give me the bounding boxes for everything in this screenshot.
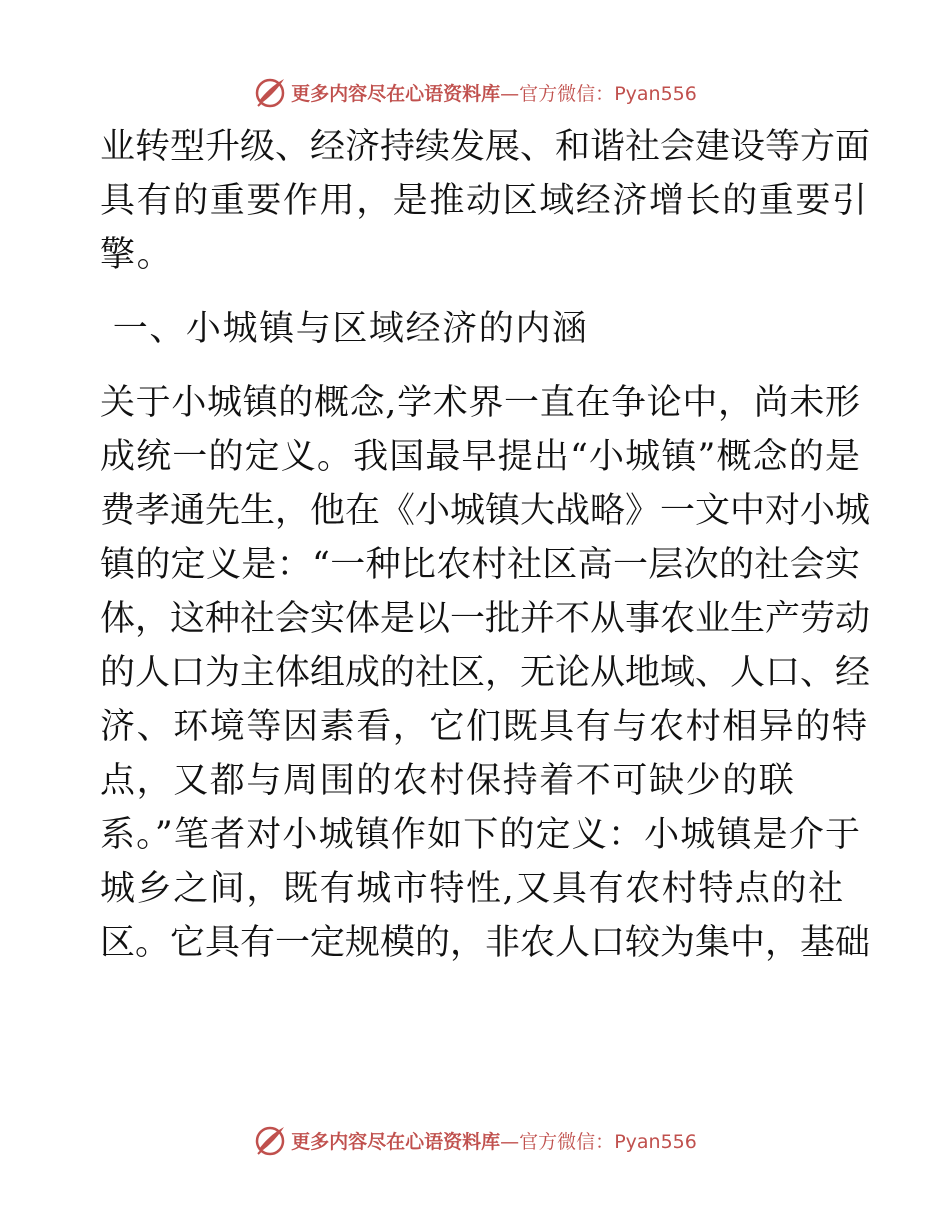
footer-brand-text: 更多内容尽在心语资料库 (291, 1130, 501, 1153)
paragraph-2-line-8: 点，又都与周围的农村保持着不可缺少的联 (100, 761, 796, 801)
document-body (100, 120, 871, 970)
footer-wechat-label: 官方微信： (519, 1130, 615, 1153)
paragraph-1-line-2: 具有的重要作用，是推动区域经济增长的重要引 (100, 181, 869, 221)
paragraph-2-line-5: 体，这种社会实体是以一批并不从事农业生产劳动 (100, 599, 871, 639)
header-dash: — (500, 82, 520, 105)
paragraph-2-line-9: 系。”笔者对小城镇作如下的定义：小城镇是介于 (100, 815, 860, 855)
paragraph-2-line-7: 济、环境等因素看，它们既具有与农村相异的特 (100, 707, 869, 747)
paragraph-2-line-4: 镇的定义是：“一种比农村社区高一层次的社会实 (100, 545, 860, 585)
paragraph-1-line-3: 擎。 (100, 235, 174, 275)
footer-dash: — (500, 1130, 520, 1153)
paragraph-2-line-2: 成统一的定义。我国最早提出“小城镇”概念的是 (100, 437, 860, 477)
paragraph-2-line-1: 关于小城镇的概念,学术界一直在争论中，尚未形 (100, 383, 860, 423)
paragraph-2-line-3: 费孝通先生，他在《小城镇大战略》一文中对小城 (100, 491, 871, 531)
header-watermark (0, 72, 950, 112)
section-heading: 一、小城镇与区域经济的内涵 (100, 309, 589, 349)
quill-logo-icon (253, 1123, 287, 1157)
paragraph-2-line-11: 区。它具有一定规模的，非农人口较为集中，基础 (100, 923, 871, 963)
quill-logo-icon (253, 75, 287, 109)
paragraph-2-line-10: 城乡之间，既有城市特性,又具有农村特点的社 (100, 869, 845, 909)
header-wechat-label: 官方微信： (519, 82, 615, 105)
paragraph-1-line-1: 业转型升级、经济持续发展、和谐社会建设等方面 (100, 127, 871, 167)
header-brand-text: 更多内容尽在心语资料库 (291, 82, 501, 105)
header-wechat-id: Pyan556 (614, 82, 697, 105)
paragraph-2-line-6: 的人口为主体组成的社区，无论从地域、人口、经 (100, 653, 871, 693)
footer-watermark (0, 1120, 950, 1160)
footer-wechat-id: Pyan556 (614, 1130, 697, 1153)
